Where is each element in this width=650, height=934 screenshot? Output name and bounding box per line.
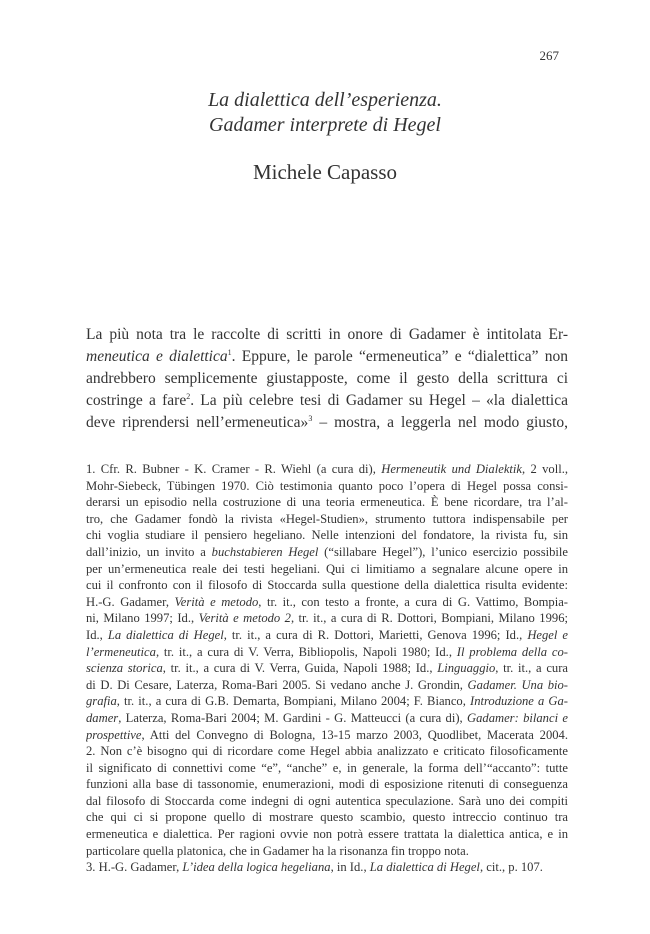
footnote-line: prospettive, Atti del Convegno di Bologna, 13-15 marzo 2003, Quodlibet, Macerata 2004. (86, 727, 568, 742)
footnote-line: 3. H.-G. Gadamer, L’idea della logica hegeliana, in Id., La dialettica di Hegel, cit., p. 107. (86, 860, 543, 875)
body-paragraph (86, 324, 568, 434)
footnote-line: che qui ci si propone quello di mostrare questo scambio, questo intreccio continuo tra (86, 810, 568, 825)
footnote-line: il significato di connettivi come “e”, “anche” e, in generale, la forma dell’“accanto”: tutte (86, 760, 568, 775)
article-title (0, 88, 650, 138)
footnote-line: H.-G. Gadamer, Verità e metodo, tr. it., con testo a fronte, a cura di G. Vattimo, Bompia- (86, 594, 568, 609)
footnote-line: tro, che Gadamer fondò la rivista «Hegel-Studien», strumento tuttora indispensabile per (86, 511, 568, 526)
footnote-line: damer, Laterza, Roma-Bari 2004; M. Gardini - G. Matteucci (a cura di), Gadamer: bilanci e (86, 710, 568, 725)
footnote-line: cui il confronto con il filosofo di Stoccarda sulla questione della dialettica risulta evidente: (86, 578, 568, 593)
footnote-line: l’ermeneutica, tr. it., a cura di V. Verra, Bibliopolis, Napoli 1980; Id., Il problema della co- (86, 644, 568, 659)
footnote-line: funzioni alla base di tassonomie, enumerazioni, modi di esposizione ritenuti di conseguenza (86, 777, 568, 792)
body-line: deve riprendersi nell’ermeneutica»$^3$ – mostra, a leggerla nel modo giusto, (86, 413, 568, 431)
footnote-ref: 1 (227, 347, 232, 357)
footnote-line: dall’inizio, un invito a buchstabieren Hegel (“sillabare Hegel”), l’unico esercizio possibile (86, 544, 568, 559)
footnote-line: dal filosofo di Stoccarda come indegni di ogni autentica speculazione. Sarà uno dei compiti (86, 793, 568, 808)
footnotes (86, 461, 568, 876)
footnote-line: per un’ermeneutica reale dei testi hegeliani. Qui ci limitiamo a segnalare alcune opere in (86, 561, 568, 576)
footnote-line: grafia, tr. it., a cura di G.B. Demarta, Bompiani, Milano 2004; F. Bianco, Introduzione a Ga- (86, 694, 568, 709)
footnote-line: particolare quella platonica, che in Gadamer ha la risonanza fin troppo nota. (86, 843, 469, 858)
footnote-line: ni, Milano 1997; Id., Verità e metodo 2, tr. it., a cura di R. Dottori, Bompiani, Milano 1996; (86, 611, 568, 626)
title-line-2: Gadamer interprete di Hegel (209, 114, 441, 136)
footnote-line: di D. Di Cesare, Laterza, Roma-Bari 2005. Si vedano anche J. Grondin, Gadamer. Una bio- (86, 677, 568, 692)
footnote-ref: 3 (308, 413, 313, 423)
author-name: Michele Capasso (252, 160, 398, 184)
footnote-line: ermeneutica e dialettica. Per ragioni ovvie non potrà essere trattata la dialettica antica, e in (86, 827, 568, 842)
footnote-line: chi voglia studiare il pensiero hegeliano. Nelle intenzioni del fondatore, la rivista fu, sin (86, 528, 568, 543)
body-line: costringe a fare$^2$. La più celebre tesi di Gadamer su Hegel – «la dialettica (86, 391, 568, 409)
body-line: andrebbero semplicemente giustapposte, come il gesto della scrittura ci (86, 370, 568, 387)
page-number: 267 (539, 48, 559, 63)
footnote-ref: 2 (186, 391, 191, 401)
footnote-line: 2. Non c’è bisogno qui di ricordare come Hegel abbia analizzato e criticato filosoficamente (86, 744, 568, 759)
body-line: meneutica e dialettica$^1$. Eppure, le parole “ermeneutica” e “dialettica” non (86, 347, 568, 365)
footnote-line: Id., La dialettica di Hegel, tr. it., a cura di R. Dottori, Marietti, Genova 1996; Id., Hegel e (86, 627, 568, 642)
footnote-line: derarsi un episodio nella costruzione di una teoria ermeneutica. È bene ricordare, tra l’al- (86, 495, 568, 510)
body-line: La più nota tra le raccolte di scritti in onore di Gadamer è intitolata Er- (86, 326, 568, 343)
footnote-line: scienza storica, tr. it., a cura di V. Verra, Guida, Napoli 1988; Id., Linguaggio, tr. it., a cura (86, 661, 568, 676)
footnote-line: Mohr-Siebeck, Tübingen 1970. Ciò testimonia quanto poco l’opera di Hegel possa consi- (86, 478, 568, 493)
footnote-line: 1. Cfr. R. Bubner - K. Cramer - R. Wiehl (a cura di), Hermeneutik und Dialektik, 2 voll., (86, 462, 568, 476)
title-line-1: La dialettica dell’esperienza. (208, 89, 442, 111)
